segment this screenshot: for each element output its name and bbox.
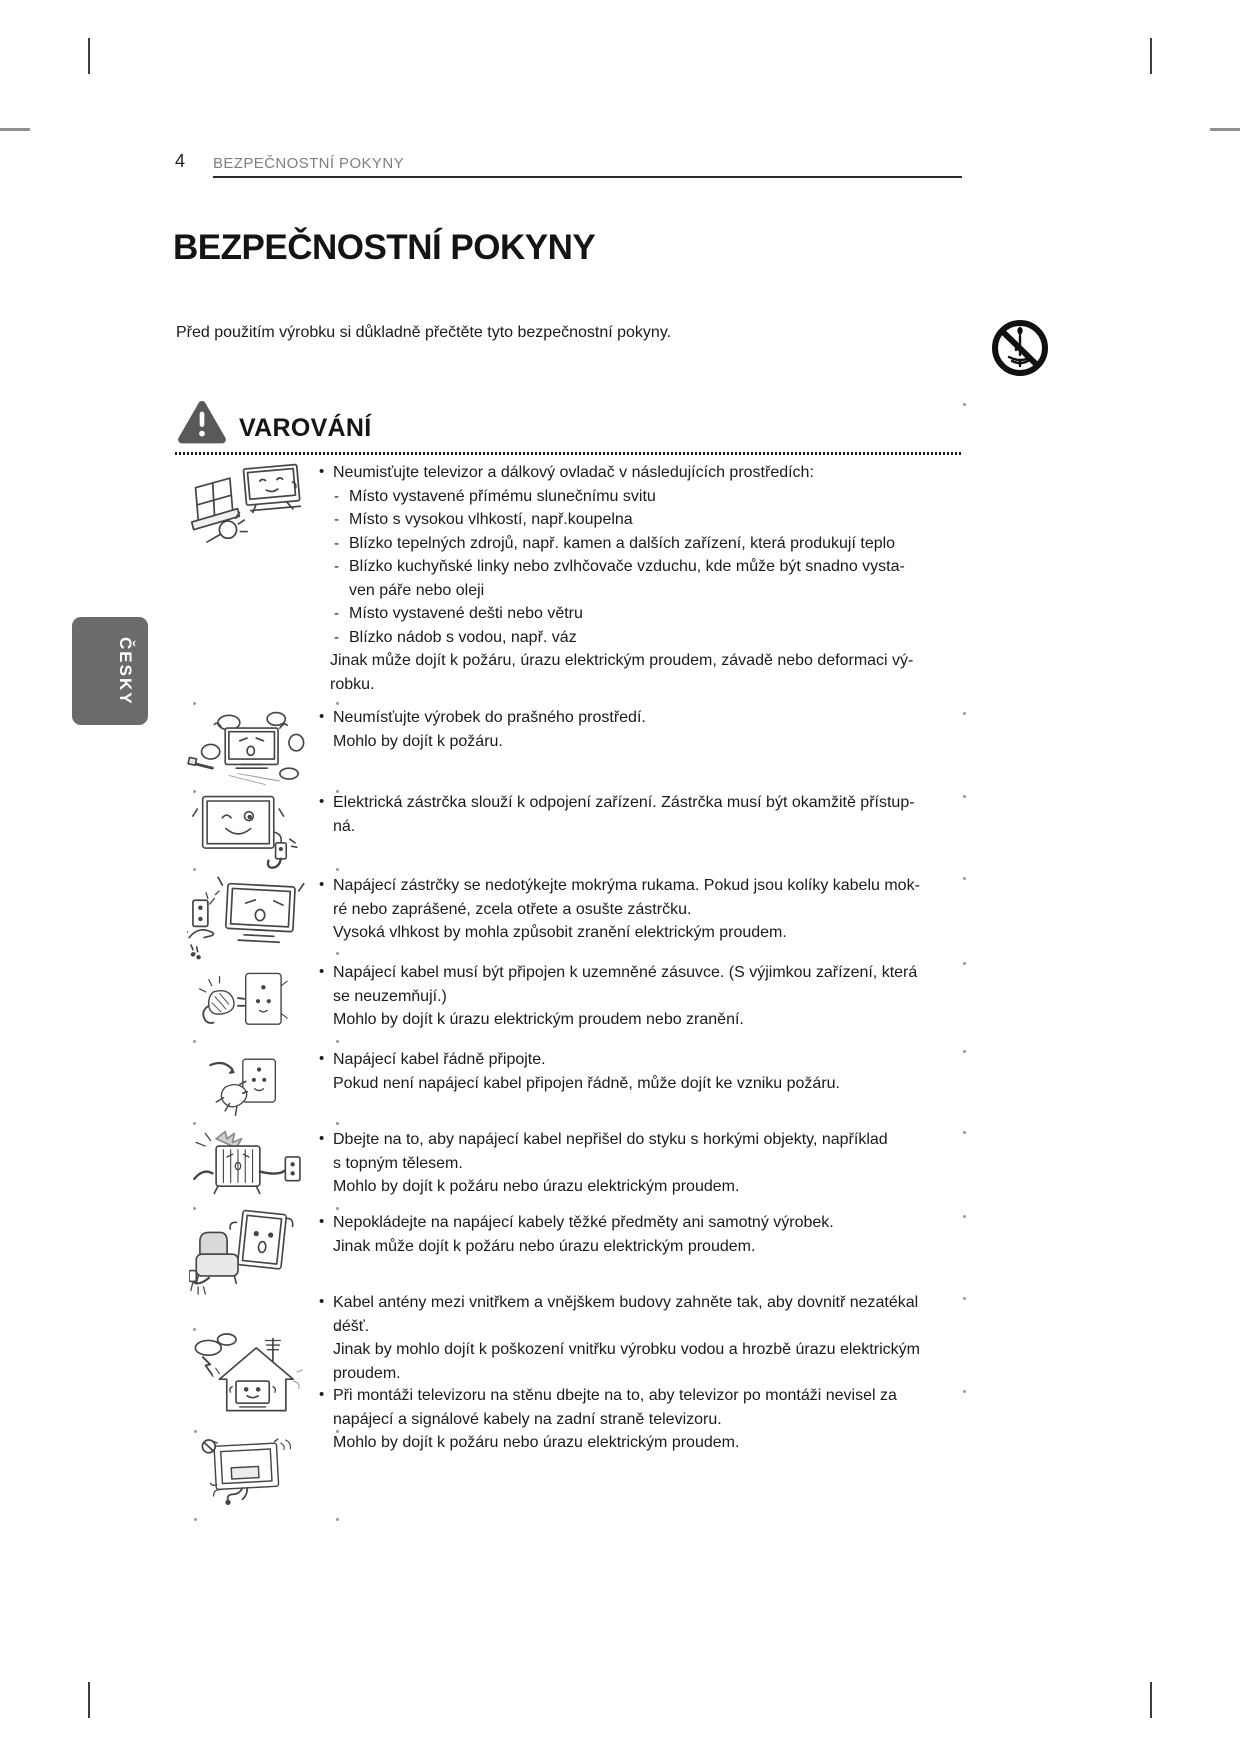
dash-marker: - [334, 628, 339, 646]
warning-text-line: napájecí a signálové kabely na zadní straně televizoru. [333, 1410, 722, 1428]
illustration-cable-near-heater [181, 1126, 315, 1208]
crop-mark [1150, 38, 1152, 74]
warning-item [175, 868, 965, 955]
illustration-tv-in-dusty-environment [181, 708, 315, 790]
warning-text-line: s topným tělesem. [333, 1154, 463, 1172]
bullet-marker: • [319, 1213, 325, 1230]
warning-text-line: - Blízko tepelných zdrojů, např. kamen a dalších zařízení, která produkují teplo [318, 532, 965, 556]
language-tab-cesky [72, 617, 148, 725]
warning-text-line: déšť. [333, 1317, 370, 1335]
warning-item [175, 1205, 965, 1285]
warning-text-line: • Elektrická zástrčka slouží k odpojení zařízení. Zástrčka musí být okamžitě přístup- [318, 791, 965, 815]
no-candle-icon [989, 317, 1051, 379]
warning-text-line: robku. [330, 675, 375, 693]
dash-marker: - [334, 487, 339, 505]
warning-text-line: Jinak může dojít k požáru, úrazu elektrickým proudem, závadě nebo deformaci vý- [330, 652, 914, 669]
warning-text-line: • Nepokládejte na napájecí kabely těžké předměty ani samotný výrobek. [318, 1211, 965, 1235]
illustration-hand-inserting-plug [181, 1048, 315, 1128]
warning-text-line: Jinak může dojít k požáru nebo úrazu elektrickým proudem. [333, 1237, 756, 1255]
warning-text-line: • Neumisťujte televizor a dálkový ovladač v následujících prostředích: [318, 461, 965, 485]
warning-text-line: • Napájecí kabel řádně připojte. [318, 1048, 965, 1072]
language-tab-label: ČESKY [116, 636, 135, 706]
illustration-tv-unplugging-winking [181, 793, 315, 873]
bullet-marker: • [319, 793, 325, 810]
scan-dot [336, 1518, 339, 1521]
warning-text-line: ven páře nebo oleji [349, 581, 485, 599]
warning-text-line: • Neumísťujte výrobek do prašného prostředí. [318, 706, 965, 730]
warning-text-line: Mohlo by dojít k požáru nebo úrazu elektrickým proudem. [333, 1434, 740, 1451]
warning-item [175, 1042, 965, 1122]
bullet-marker: • [319, 1050, 325, 1067]
crop-mark [88, 38, 90, 74]
illustration-wet-hand-touching-plug [181, 876, 315, 960]
warning-text-line: Vysoká vlhkost by mohla způsobit zranění elektrickým proudem. [333, 924, 787, 941]
bullet-marker: • [319, 1293, 325, 1310]
warning-text-line: - Blízko nádob s vodou, např. váz [318, 626, 965, 650]
warning-triangle-icon [176, 399, 228, 444]
dash-marker: - [334, 605, 339, 622]
warning-text-line: ná. [333, 817, 356, 835]
illustration-plug-grounded-outlet [181, 963, 315, 1047]
warning-text-line: • Napájecí zástrčky se nedotýkejte mokrýma rukama. Pokud jsou kolíky kabelu mok- [318, 874, 965, 898]
illustration-wall-mounted-tv-cables [181, 1434, 315, 1510]
warning-text-line: Pokud není napájecí kabel připojen řádně, může dojít ke vzniku požáru. [333, 1074, 840, 1092]
warning-text-line: Mohlo by dojít k úrazu elektrickým proudem nebo zranění. [333, 1011, 744, 1028]
dash-marker: - [334, 558, 339, 575]
bullet-marker: • [319, 708, 325, 725]
bullet-marker: • [319, 963, 325, 980]
warning-item [175, 955, 965, 1042]
warning-heading-label: VAROVÁNÍ [239, 414, 372, 442]
bullet-marker: • [319, 1130, 325, 1147]
warning-text-line: - Místo s vysokou vlhkostí, např.koupelna [318, 508, 965, 532]
warning-text-line: • Kabel antény mezi vnitřkem a vnějškem budovy zahněte tak, aby dovnitř nezatékal [318, 1291, 965, 1315]
page-number: 4 [175, 151, 186, 171]
warning-text-line: Mohlo by dojít k požáru nebo úrazu elektrickým proudem. [333, 1178, 740, 1195]
warning-text-line: ré nebo zaprášené, zcela otřete a osušte zástrčku. [333, 900, 692, 918]
running-header-title: BEZPEČNOSTNÍ POKYNY [213, 155, 404, 172]
intro-text: Před použitím výrobku si důkladně přečtěte tyto bezpečnostní pokyny. [176, 324, 672, 341]
warning-text-line: se neuzemňují.) [333, 987, 447, 1005]
warning-text-line: Mohlo by dojít k požáru. [333, 732, 503, 750]
page-title: BEZPEČNOSTNÍ POKYNY [173, 228, 596, 267]
crop-mark [88, 1682, 90, 1718]
warning-text-line: • Při montáži televizoru na stěnu dbejte na to, aby televizor po montáži nevisel za [318, 1384, 965, 1408]
header-rule [213, 176, 962, 178]
warning-item [175, 455, 965, 700]
warning-text-line: Jinak by mohlo dojít k poškození vnitřku výrobku vodou a hrozbě úrazu elektrickým [333, 1341, 920, 1358]
warning-text-line: - Místo vystavené dešti nebo větru [318, 602, 965, 626]
warning-item [175, 700, 965, 785]
scan-dot [194, 1518, 197, 1521]
crop-mark [1210, 128, 1240, 131]
warning-text-line: - Blízko kuchyňské linky nebo zvlhčovače vzduchu, kde může být snadno vysta- [318, 555, 965, 579]
crop-mark [0, 128, 30, 131]
illustration-tv-in-direct-sunlight [181, 459, 315, 545]
bullet-marker: • [319, 876, 325, 893]
warning-item [175, 1122, 965, 1205]
warning-text-line: • Napájecí kabel musí být připojen k uzemněné zásuvce. (S výjimkou zařízení, která [318, 961, 965, 985]
crop-mark [1150, 1682, 1152, 1718]
bullet-marker: • [319, 1386, 325, 1403]
warning-item [175, 1378, 965, 1460]
scan-dot [963, 403, 966, 406]
warning-text-line: • Dbejte na to, aby napájecí kabel nepřišel do styku s horkými objekty, například [318, 1128, 965, 1152]
warning-item [175, 785, 965, 868]
warning-text-line: - Místo vystavené přímému slunečnímu svitu [318, 485, 965, 509]
dash-marker: - [334, 534, 339, 552]
warning-heading [176, 399, 372, 444]
dash-marker: - [334, 511, 339, 528]
warning-text-line: proudem. [333, 1364, 401, 1382]
bullet-marker: • [319, 463, 325, 480]
warning-item [175, 1285, 965, 1382]
